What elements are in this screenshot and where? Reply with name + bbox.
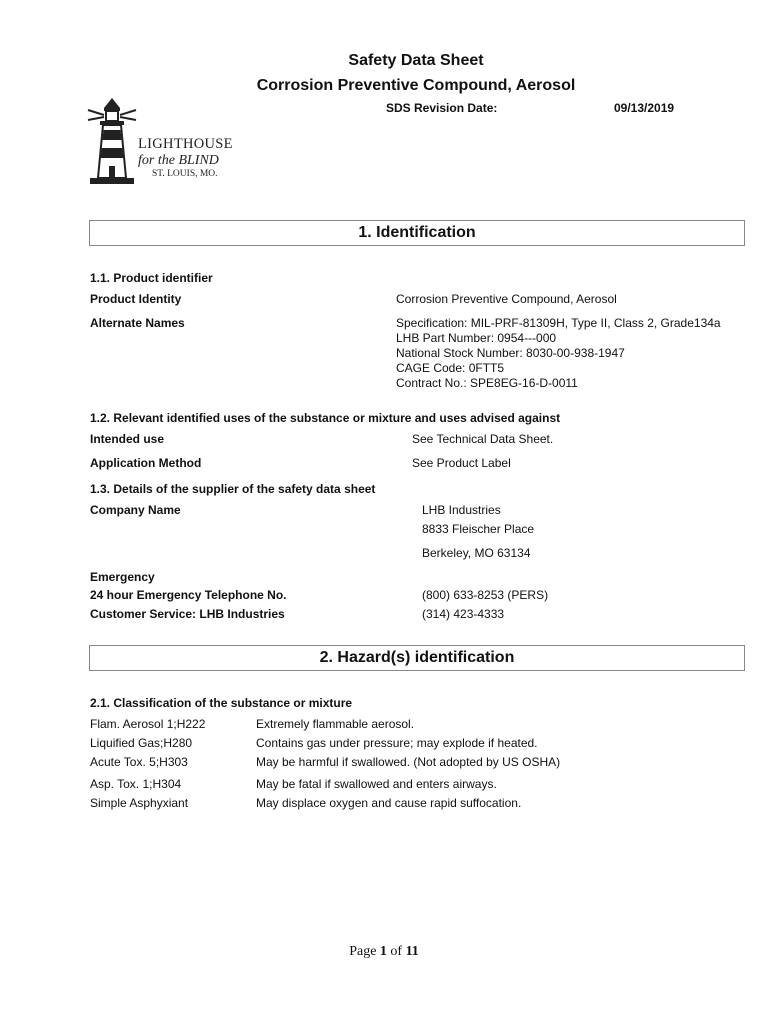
page-word: Page — [349, 944, 377, 959]
alternate-name: National Stock Number: 8030-00-938-1947 — [396, 346, 625, 360]
section-2-title: 2. Hazard(s) identification — [319, 649, 515, 666]
revision-date-label: SDS Revision Date: — [386, 101, 498, 115]
emergency-phone-value: (800) 633-8253 (PERS) — [422, 588, 549, 602]
product-identity-value: Corrosion Preventive Compound, Aerosol — [396, 292, 617, 306]
page-current: 1 — [379, 944, 387, 959]
company-line: LHB Industries — [422, 503, 501, 517]
section-1-header — [89, 220, 745, 246]
hazard-statement: May be fatal if swallowed and enters airways. — [256, 777, 497, 791]
page-total: 11 — [405, 944, 419, 959]
hazard-class: Flam. Aerosol 1;H222 — [90, 717, 206, 731]
emergency-phone-label: 24 hour Emergency Telephone No. — [90, 588, 287, 602]
page-number — [0, 944, 768, 960]
alternate-name: LHB Part Number: 0954---000 — [396, 331, 557, 345]
application-method-label: Application Method — [90, 456, 202, 470]
revision-date-value: 09/13/2019 — [614, 101, 675, 115]
hazard-statement: Extremely flammable aerosol. — [256, 717, 415, 731]
hazard-class: Acute Tox. 5;H303 — [90, 755, 188, 769]
document-title: Safety Data Sheet — [348, 52, 484, 69]
product-identifier-heading: 1.1. Product identifier — [90, 271, 213, 285]
product-title: Corrosion Preventive Compound, Aerosol — [256, 77, 576, 94]
relevant-uses-heading: 1.2. Relevant identified uses of the substance or mixture and uses advised against — [90, 411, 561, 425]
company-name-label: Company Name — [90, 503, 181, 517]
hazard-statement: Contains gas under pressure; may explode if heated. — [256, 736, 538, 750]
product-identity-label: Product Identity — [90, 292, 182, 306]
classification-heading: 2.1. Classification of the substance or mixture — [90, 696, 353, 710]
alternate-names-label: Alternate Names — [90, 316, 185, 330]
intended-use-label: Intended use — [90, 432, 165, 446]
company-line: 8833 Fleischer Place — [422, 522, 535, 536]
hazard-class: Asp. Tox. 1;H304 — [90, 777, 182, 791]
hazard-class: Simple Asphyxiant — [90, 796, 189, 810]
intended-use-value: See Technical Data Sheet. — [412, 432, 554, 446]
emergency-label: Emergency — [90, 570, 155, 584]
application-method-value: See Product Label — [412, 456, 511, 470]
section-2-header — [89, 645, 745, 671]
logo-line-1: LIGHTHOUSE — [138, 136, 233, 152]
supplier-details-heading: 1.3. Details of the supplier of the safety data sheet — [90, 482, 376, 496]
of-word: of — [390, 944, 403, 959]
company-line: Berkeley, MO 63134 — [422, 546, 531, 560]
hazard-statement: May displace oxygen and cause rapid suffocation. — [256, 796, 522, 810]
alternate-name: Specification: MIL-PRF-81309H, Type II, Class 2, Grade134a — [396, 316, 721, 330]
hazard-statement: May be harmful if swallowed. (Not adopted by US OSHA) — [256, 755, 561, 769]
logo-line-2: for the BLIND — [138, 153, 219, 168]
customer-service-value: (314) 423-4333 — [422, 607, 505, 621]
customer-service-label: Customer Service: LHB Industries — [90, 607, 285, 621]
logo-line-3: ST. LOUIS, MO. — [152, 169, 218, 179]
section-1-title: 1. Identification — [358, 224, 476, 241]
lighthouse-icon — [86, 96, 138, 188]
hazard-class: Liquified Gas;H280 — [90, 736, 193, 750]
lighthouse-logo — [86, 96, 246, 188]
alternate-name: Contract No.: SPE8EG-16-D-0011 — [396, 376, 578, 390]
alternate-name: CAGE Code: 0FTT5 — [396, 361, 505, 375]
